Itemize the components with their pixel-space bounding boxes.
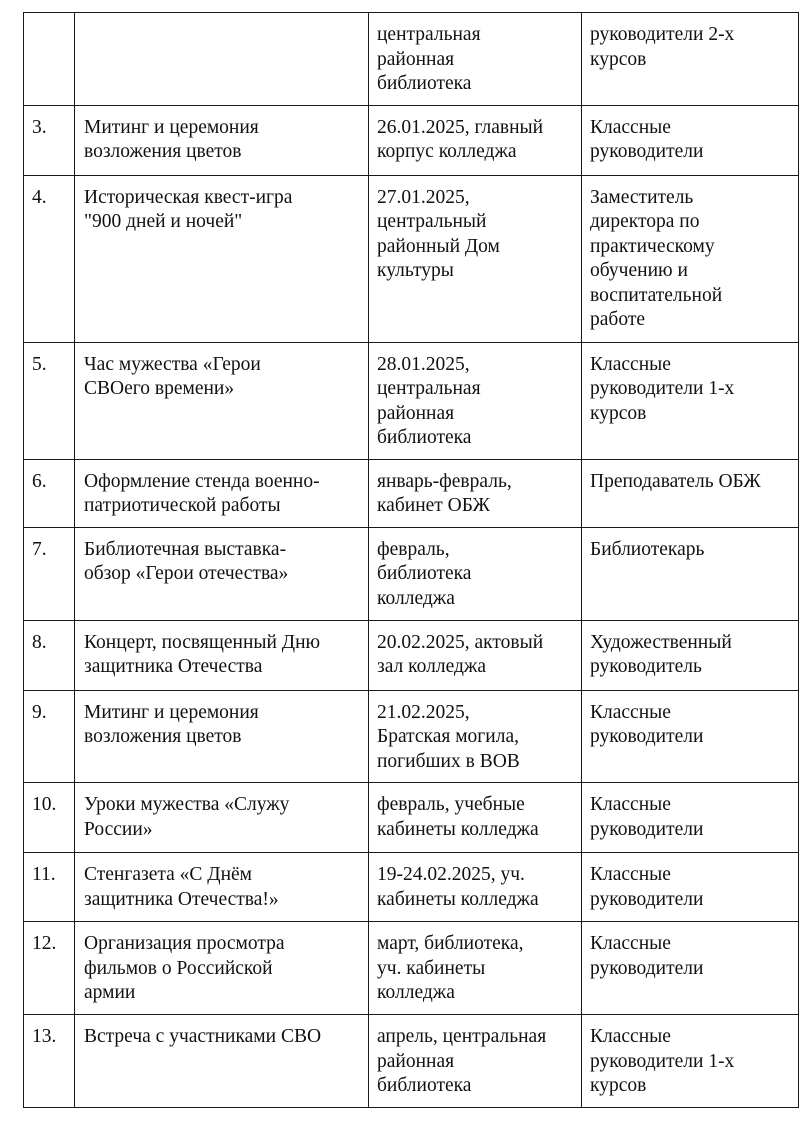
- event-responsible: Классные руководители 1-х курсов: [582, 342, 799, 459]
- event-name: Уроки мужества «Служу России»: [75, 783, 369, 853]
- event-responsible: Библиотекарь: [582, 527, 799, 620]
- event-date-place: март, библиотека, уч. кабинеты колледжа: [369, 922, 582, 1015]
- event-responsible: Классные руководители: [582, 690, 799, 783]
- table-row: [24, 690, 799, 783]
- event-name: Час мужества «Герои СВОего времени»: [75, 342, 369, 459]
- event-name: Концерт, посвященный Дню защитника Отечества: [75, 620, 369, 690]
- event-date-place: январь-февраль, кабинет ОБЖ: [369, 459, 582, 527]
- table-row: [24, 853, 799, 922]
- event-date-place: 28.01.2025, центральная районная библиотека: [369, 342, 582, 459]
- row-number: [24, 13, 75, 106]
- event-responsible: Классные руководители: [582, 105, 799, 175]
- table-row: [24, 13, 799, 106]
- row-number: 4.: [24, 175, 75, 342]
- event-responsible: руководители 2-х курсов: [582, 13, 799, 106]
- events-table: [23, 12, 799, 1108]
- event-name: Библиотечная выставка- обзор «Герои отечества»: [75, 527, 369, 620]
- event-date-place: 20.02.2025, актовый зал колледжа: [369, 620, 582, 690]
- event-responsible: Классные руководители 1-х курсов: [582, 1015, 799, 1108]
- table-row: [24, 459, 799, 527]
- row-number: 3.: [24, 105, 75, 175]
- event-date-place: февраль, учебные кабинеты колледжа: [369, 783, 582, 853]
- event-date-place: 21.02.2025, Братская могила, погибших в ВОВ: [369, 690, 582, 783]
- event-name: Встреча с участниками СВО: [75, 1015, 369, 1108]
- event-date-place: 19-24.02.2025, уч. кабинеты колледжа: [369, 853, 582, 922]
- row-number: 13.: [24, 1015, 75, 1108]
- event-date-place: 26.01.2025, главный корпус колледжа: [369, 105, 582, 175]
- event-name: Митинг и церемония возложения цветов: [75, 690, 369, 783]
- event-date-place: апрель, центральная районная библиотека: [369, 1015, 582, 1108]
- table-row: [24, 1015, 799, 1108]
- row-number: 6.: [24, 459, 75, 527]
- event-name: Организация просмотра фильмов о Российской армии: [75, 922, 369, 1015]
- event-responsible: Художественный руководитель: [582, 620, 799, 690]
- event-responsible: Заместитель директора по практическому обучению и воспитательной работе: [582, 175, 799, 342]
- event-date-place: центральная районная библиотека: [369, 13, 582, 106]
- row-number: 8.: [24, 620, 75, 690]
- event-responsible: Классные руководители: [582, 922, 799, 1015]
- event-name: Историческая квест-игра "900 дней и ночей": [75, 175, 369, 342]
- table-row: [24, 922, 799, 1015]
- event-responsible: Классные руководители: [582, 783, 799, 853]
- events-table-body: [24, 13, 799, 1108]
- row-number: 10.: [24, 783, 75, 853]
- row-number: 5.: [24, 342, 75, 459]
- table-row: [24, 527, 799, 620]
- event-name: Оформление стенда военно- патриотической работы: [75, 459, 369, 527]
- event-date-place: февраль, библиотека колледжа: [369, 527, 582, 620]
- table-row: [24, 342, 799, 459]
- table-row: [24, 783, 799, 853]
- table-row: [24, 175, 799, 342]
- table-row: [24, 105, 799, 175]
- event-date-place: 27.01.2025, центральный районный Дом культуры: [369, 175, 582, 342]
- row-number: 11.: [24, 853, 75, 922]
- event-responsible: Преподаватель ОБЖ: [582, 459, 799, 527]
- event-name: Митинг и церемония возложения цветов: [75, 105, 369, 175]
- row-number: 7.: [24, 527, 75, 620]
- row-number: 9.: [24, 690, 75, 783]
- event-name: [75, 13, 369, 106]
- event-responsible: Классные руководители: [582, 853, 799, 922]
- event-name: Стенгазета «С Днём защитника Отечества!»: [75, 853, 369, 922]
- table-row: [24, 620, 799, 690]
- row-number: 12.: [24, 922, 75, 1015]
